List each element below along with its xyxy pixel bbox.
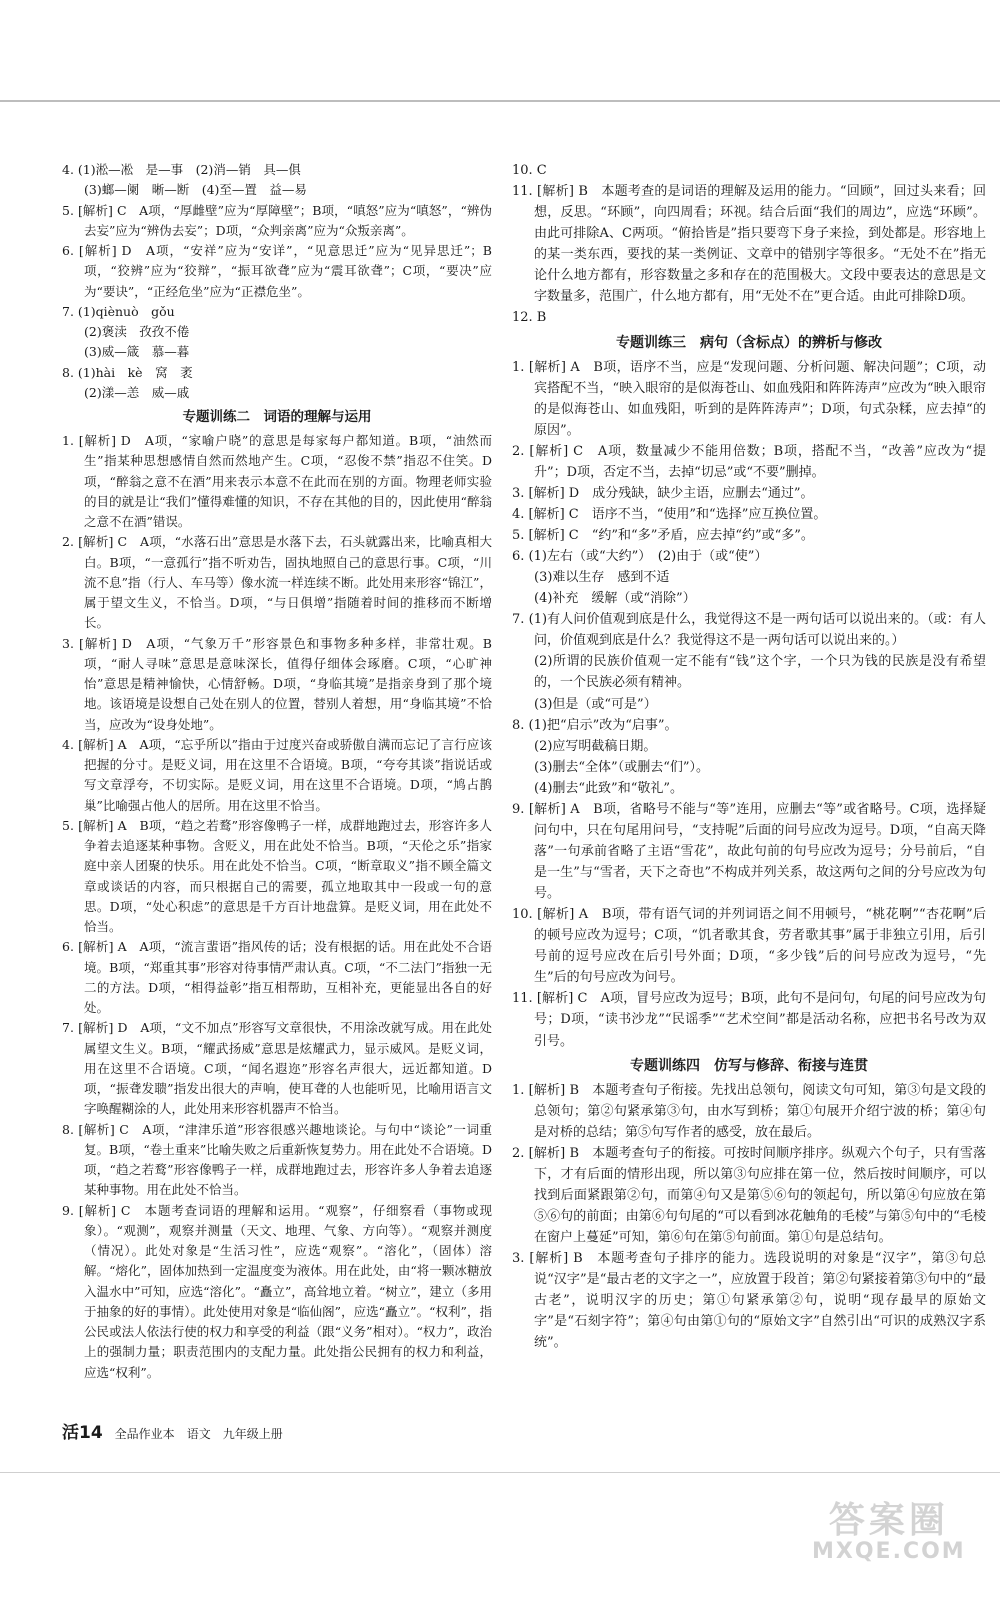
answer-item: 12. B	[512, 310, 547, 326]
grade-label: 九年级上册	[222, 1427, 283, 1441]
book-title: 全品作业本	[114, 1427, 175, 1441]
answer-item: 1. [解析] B 本题考查句子衔接。先找出总领句，阅读文句可知，第③句是文段的总领句；第②句紧承第③句，由水写到桥；第①句展开介绍宁波的桥；第④句是对桥的总结；第⑤句写作者的感受，放在最后。	[512, 1082, 986, 1140]
answer-item: 7. (1)有人问价值观到底是什么，我觉得这不是一两句话可以说出来的。（或：有人问，价值观到底是什么？我觉得这不是一两句话可以说出来的。）	[512, 612, 986, 649]
answer-item: 11. [解析] C A项，冒号应改为逗号；B项，此句不是问句，句尾的问号应改为句号；D项，“读书沙龙”“民谣季”“艺术空间”都是活动名称，应把书名号改为双引号。	[512, 991, 986, 1049]
answer-item: 6. [解析] A A项，“流言蜚语”指风传的话；没有根据的话。用在此处不合语境。B项，“郑重其事”形容对待事情严肃认真。C项，“不二法门”指独一无二的方法。D项，“相得益彰”指互相帮助，互相补充，更能显出各自的好处。	[62, 939, 492, 1015]
answer-item: 3. [解析] D 成分残缺，缺少主语，应删去“通过”。	[512, 485, 814, 501]
answer-item: 2. [解析] C A项，“水落石出”意思是水落下去，石头就露出来，比喻真相大白。B项，“一意孤行”指不听劝告，固执地照自己的意思行事。C项，“川流不息”指（行人、车马等）像水流一样连续不断。此处用来形容“锦江”，属于望文生义，不恰当。D项，“与日俱增”指随着时间的推移而不断增长。	[62, 534, 492, 631]
answer-item: 5. [解析] C A项，“厚雌壁”应为“厚障壁”；B项，“嗔怒”应为“嗔怒”，“辨伪去妄”应为“辨伪去妄”；D项，“众判亲离”应为“众叛亲离”。	[62, 202, 492, 238]
answer-subline: (2)漾—恙 威—戚	[84, 384, 190, 400]
answer-item: 10. [解析] A B项，带有语气词的并列词语之间不用顿号，“桃花啊”“杏花啊”后的顿号应改为逗号；C项，“饥者歌其食，劳者歌其事”属于非独立引用，后引号前的逗号应改在后引号外面；D项，“多少钱”后的问号应改为逗号，“先生”后的句号应改为问号。	[512, 907, 986, 986]
answer-item: 5. [解析] A B项，“趋之若鹜”形容像鸭子一样，成群地跑过去，形容许多人争着去追逐某种事物。含贬义，用在此处不恰当。B项，“天伦之乐”指家庭中亲人团聚的快乐。用在此处不恰当。C项，“断章取义”指不顾全篇文章或谈话的内容，而只根据自己的需要，孤立地取其中一段或一句的意思。D项，“处心积虑”的意思是千方百计地盘算。是贬义词，用在此处不恰当。	[62, 817, 492, 934]
section-heading: 专题训练四 仿写与修辞、衔接与连贯	[630, 1057, 868, 1074]
answer-item: 10. C	[512, 163, 547, 178]
answer-subline: (3)但是（或“可是”）	[534, 696, 657, 712]
answer-subline: (3)威—箴 慕—暮	[84, 344, 190, 360]
watermark-logo	[812, 1502, 966, 1563]
top-rule	[0, 100, 1000, 102]
answer-item: 3. [解析] B 本题考查句子排序的能力。选段说明的对象是“汉字”，第③句总说“汉字”是“最古老的文字之一”，应放置于段首；第②句紧接着第③句中的“最古老”，说明汉字的历史；第①句紧承第②句，说明“现存最早的原始文字”是“石刻字符”；第④句由第①句的“原始文字”自然引出“可识的成熟汉字系统”。	[512, 1251, 986, 1351]
answer-item: 3. [解析] D A项，“气象万千”形容景色和事物多种多样，非常壮观。B项，“耐人寻味”意思是意味深长，值得仔细体会琢磨。C项，“心旷神怡”意思是精神愉快，心情舒畅。D项，“身临其境”是指亲身到了那个境地。该语境是设想自己处在别人的位置，替别人着想，用“身临其境”不恰当，应改为“设身处地”。	[62, 635, 492, 732]
answer-item: 2. [解析] C A项，数量减少不能用倍数；B项，搭配不当，“改善”应改为“提升”；D项，否定不当，去掉“切忌”或“不要”删掉。	[512, 443, 986, 480]
subject-label: 语文	[186, 1427, 211, 1441]
answer-item: 9. [解析] A B项，省略号不能与“等”连用，应删去“等”或省略号。C项，选择疑问句中，只在句尾用问号，“支持呢”后面的问号应改为逗号。D项，“自高天降落”一句承前省略了主语“雪花”，故此句前的句号应改为逗号；分号前后，“自是一生”与“雪者，天下之奇也”不构成并列关系，故这两句之间的分号应改为句号。	[512, 801, 986, 902]
answer-item: 5. [解析] C “约”和“多”矛盾，应去掉“约”或“多”。	[512, 528, 814, 543]
answer-item: 1. [解析] A B项，语序不当，应是“发现问题、分析问题、解决问题”；C项，动宾搭配不当，“映入眼帘的是似海苍山、如血残阳和阵阵涛声”应改为“映入眼帘的是似海苍山、如血残阳，听到的是阵阵涛声”；D项，句式杂糅，应去掉“的原因”。	[512, 359, 986, 438]
answer-subline: (2)应写明截稿日期。	[534, 738, 657, 754]
section-heading: 专题训练三 病句（含标点）的辨析与修改	[616, 334, 882, 351]
answer-subline: (2)所谓的民族价值观一定不能有“钱”这个字，一个只为钱的民族是没有希望的，一个民族必须有精神。	[534, 654, 986, 691]
left-column	[62, 160, 492, 1383]
answer-item: 8. (1)hài kè 窝 袤	[62, 364, 193, 380]
answer-item: 7. [解析] D A项，“文不加点”形容写文章很快，不用涂改就写成。用在此处属望文生义。B项，“耀武扬威”意思是炫耀武力，显示威风。是贬义词，用在这里不合语境。C项，“闻名遐迩”形容名声很大，远近都知道。D项，“振聋发聩”指发出很大的声响，使耳聋的人也能听见，比喻用语言文字唤醒糊涂的人，此处用来形容机器声不恰当。	[62, 1020, 492, 1117]
answer-item: 8. (1)把“启示”改为“启事”。	[512, 717, 678, 733]
answer-subline: (3)删去“全体”（或删去“们”）。	[534, 759, 709, 775]
answer-subline: (2)褒渎 孜孜不倦	[84, 324, 190, 339]
answer-subline: (3)螂—阑 晰—断 (4)至—置 益—易	[84, 182, 307, 198]
answer-item: 1. [解析] D A项，“家喻户晓”的意思是每家每户都知道。B项，“油然而生”指某种思想感情自然而然地产生。C项，“忍俊不禁”指忍不住笑。D项，“醉翁之意不在酒”用来表示本意不在此而在别的方面。物理老师实验的目的就是让“我们”懂得难懂的知识，不存在其他的目的，因此使用“醉翁之意不在酒”错误。	[62, 433, 492, 529]
answer-item: 8. [解析] C A项，“津津乐道”形容很感兴趣地谈论。与句中“谈论”一词重复。B项，“卷土重来”比喻失败之后重新恢复势力。用在此处不合语境。D项，“趋之若鹜”形容像鸭子一样，成群地跑过去，形容许多人争着去追逐某种事物。用在此处不恰当。	[62, 1121, 492, 1198]
answer-item: 2. [解析] B 本题考查句子的衔接。可按时间顺序排序。纵观六个句子，只有雪落下，才有后面的情形出现，所以第③句应排在第一位，然后按时间顺序，可以找到后面紧跟第②句，而第④句又是第⑤⑥句的领起句，所以第④句应放在第⑤⑥句的前面；由第⑥句句尾的“可以看到冰花触角的毛棱”与第⑤句中的“毛棱在窗户上蔓延”可知，第⑥句在第⑤句前面。第①句是总结句。	[512, 1145, 986, 1245]
answer-item: 11. [解析] B 本题考查的是词语的理解及运用的能力。“回顾”，回过头来看；回想，反思。“环顾”，向四周看；环视。结合后面“我们的周边”，应选“环顾”。由此可排除A、C两项。“俯拾皆是”指只要弯下身子来捡，到处都是。形容地上的某一类东西，要找的某一类例证、文章中的错别字等很多。“无处不在”指无论什么地方都有，形容数量之多和存在的范围极大。文段中要表达的意思是文字数量多，范围广，什么地方都有，用“无处不在”更合适。由此可排除D项。	[512, 184, 986, 305]
answer-item: 4. (1)淞—凇 是—事 (2)消—销 具—俱	[62, 162, 301, 177]
page-footer	[62, 1418, 283, 1443]
answer-item: 6. (1)左右（或“大约”） (2)由于（或“使”）	[512, 549, 768, 565]
answer-item: 4. [解析] C 语序不当，“使用”和“选择”应互换位置。	[512, 506, 827, 522]
answer-item: 7. (1)qiènuò gǒu	[62, 303, 175, 319]
answer-item: 6. [解析] D A项，“安祥”应为“安详”，“见意思迁”应为“见异思迁”；B项，“狡辨”应为“狡辩”，“振耳欲聋”应为“震耳欲聋”；C项，“要决”应为“要诀”，“正经危坐”应为“正襟危坐”。	[62, 243, 492, 299]
section-heading: 专题训练二 词语的理解与运用	[182, 409, 372, 425]
answer-item: 9. [解析] C 本题考查词语的理解和运用。“观察”，仔细察看（事物或现象）。“观测”，观察并测量（天文、地理、气象、方向等）。“观察并测度（情况）。此处对象是“生活习性”，应选“观察”。“溶化”，（固体）溶解。“熔化”，固体加热到一定温度变为液体。用在此处，由“将一颗冰糖放入温水中”可知，应选“溶化”。“矗立”，高耸地立着。“树立”，建立（多用于抽象的好的事情）。此处使用对象是“临仙阁”，应选“矗立”。“权利”，指公民或法人依法行使的权力和享受的利益（跟“义务”相对）。“权力”，政治上的强制力量；职责范围内的支配力量。此处指公民拥有的权力和利益，应选“权利”。	[62, 1202, 492, 1380]
watermark-line2: MXQE.COM	[812, 1538, 966, 1564]
page-number: 活14	[62, 1423, 103, 1443]
watermark-line1: 答案圈	[828, 1500, 949, 1541]
answer-subline: (3)难以生存 感到不适	[534, 570, 670, 586]
bottom-rule	[0, 1472, 1000, 1473]
answer-subline: (4)删去“此致”和“敬礼”。	[534, 780, 683, 796]
answer-item: 4. [解析] A A项，“忘乎所以”指由于过度兴奋或骄傲自满而忘记了言行应该把握的分寸。是贬义词，用在这里不合语境。B项，“夸夸其谈”指说话或写文章浮夸，不切实际。是贬义词，用在这里不合语境。D项，“鸠占鹊巢”比喻强占他人的居所。用在这里不恰当。	[62, 736, 492, 813]
answer-subline: (4)补充 缓解（或“消除”）	[534, 591, 696, 607]
right-column	[512, 160, 986, 1353]
